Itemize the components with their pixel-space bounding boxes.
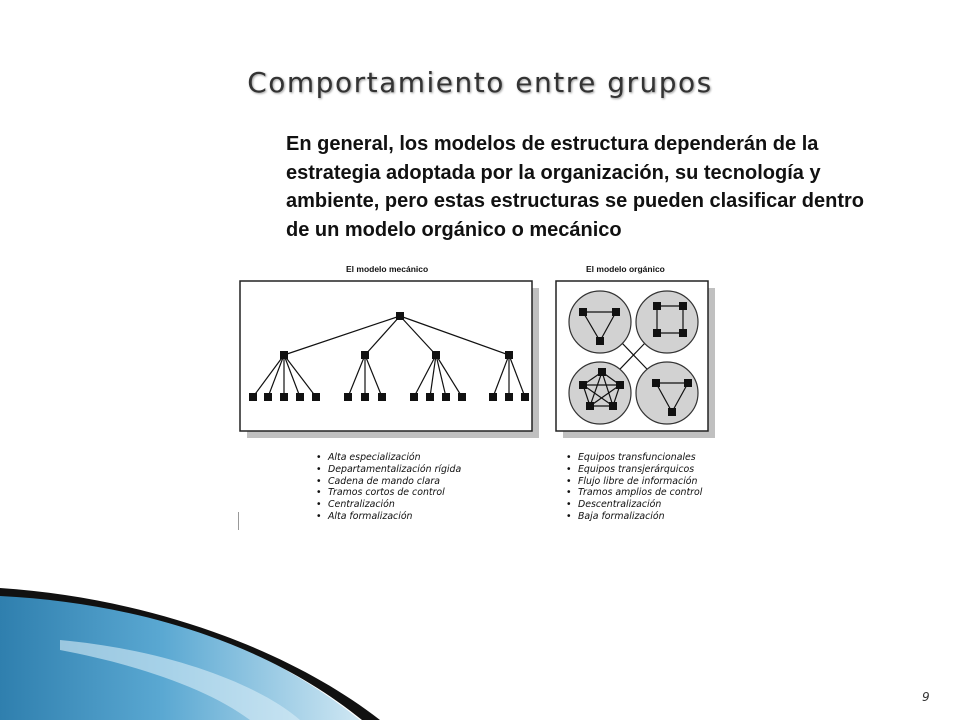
list-item: • Equipos transjerárquicos (566, 464, 702, 476)
list-item: • Alta formalización (316, 511, 461, 523)
list-item: • Alta especialización (316, 452, 461, 464)
body-paragraph: En general, los modelos de estructura dependerán de la estrategia adoptada por la organización, su tecnología y ambiente, pero estas estructuras se pueden clasificar dentro de un modelo orgánico o mecánico (286, 133, 864, 241)
list-item: • Flujo libre de información (566, 476, 702, 488)
list-item: • Tramos amplios de control (566, 487, 702, 499)
list-item: • Centralización (316, 499, 461, 511)
list-item: • Equipos transfuncionales (566, 452, 702, 464)
list-item: • Tramos cortos de control (316, 487, 461, 499)
organic-model-title: El modelo orgánico (586, 264, 665, 274)
slide-title: Comportamiento entre grupos (247, 66, 713, 99)
list-item: • Descentralización (566, 499, 702, 511)
mechanical-model-title: El modelo mecánico (346, 264, 429, 274)
page-number: 9 (922, 690, 930, 704)
list-item: • Baja formalización (566, 511, 702, 523)
list-item: • Departamentalización rígida (316, 464, 461, 476)
list-item: • Cadena de mando clara (316, 476, 461, 488)
